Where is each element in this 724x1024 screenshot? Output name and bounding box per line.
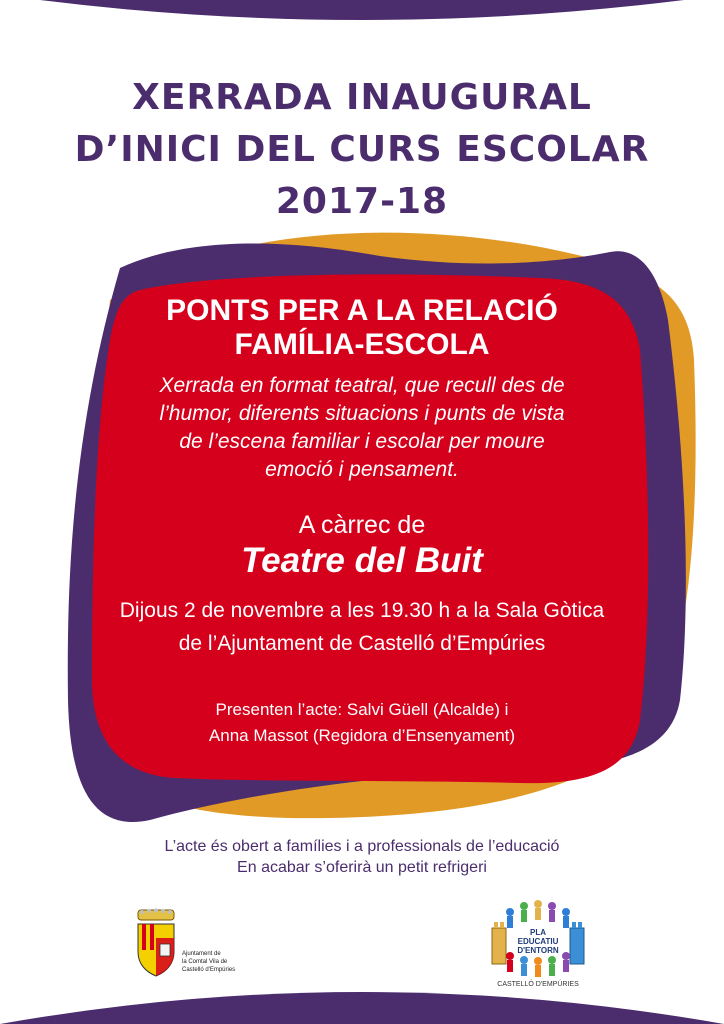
top-purple-arc (40, 0, 684, 20)
footer-note (0, 836, 724, 878)
presenters (120, 697, 604, 749)
pla-educatiu-line: PLA (530, 928, 546, 937)
ajuntament-name-line: Castelló d'Empúries (182, 967, 236, 973)
bottom-purple-arc (0, 992, 724, 1024)
venue-line: de l’Ajuntament de Castelló d’Empúries (178, 632, 546, 655)
title-year: 2017-18 (275, 181, 449, 222)
ajuntament-name-line: Ajuntament de (182, 951, 221, 957)
footer-line: En acabar s’oferirà un petit refrigeri (237, 859, 487, 876)
pla-educatiu-logo (488, 898, 588, 994)
company-name: Teatre del Buit (241, 541, 483, 580)
description-line: emoció i pensament. (265, 458, 459, 481)
event-title (0, 72, 724, 228)
pla-educatiu-place: CASTELLÓ D'EMPÚRIES (497, 981, 579, 988)
talk-title-line: FAMÍLIA-ESCOLA (234, 328, 490, 361)
title-line: D’INICI DEL CURS ESCOLAR (74, 129, 650, 170)
description-line: l’humor, diferents situacions i punts de vista (159, 402, 565, 425)
ajuntament-logo (132, 908, 272, 978)
presenters-line: Anna Massot (Regidora d’Ensenyament) (208, 726, 516, 745)
title-line: XERRADA INAUGURAL (132, 77, 592, 118)
date-venue (60, 594, 664, 660)
talk-description (100, 372, 624, 484)
talk-title-line: PONTS PER A LA RELACIÓ (166, 294, 558, 327)
presenters-line: Presenten l’acte: Salvi Güell (Alcalde) i (215, 700, 509, 719)
description-line: de l’escena familiar i escolar per moure (179, 430, 545, 453)
talk-title (120, 294, 604, 362)
coat-of-arms-icon (132, 908, 180, 978)
ajuntament-name-line: la Comtal Vila de (182, 959, 228, 965)
pla-educatiu-name (514, 928, 562, 955)
pla-educatiu-line: EDUCATIU (517, 937, 559, 946)
footer-line: L’acte és obert a famílies i a professionals de l’educació (164, 838, 560, 855)
byline: A càrrec de (298, 511, 426, 539)
date-line: Dijous 2 de novembre a les 19.30 h a la Sala Gòtica (119, 599, 605, 622)
description-line: Xerrada en format teatral, que recull des de (159, 374, 565, 397)
ajuntament-name (182, 950, 274, 974)
pla-educatiu-line: D'ENTORN (517, 946, 559, 955)
